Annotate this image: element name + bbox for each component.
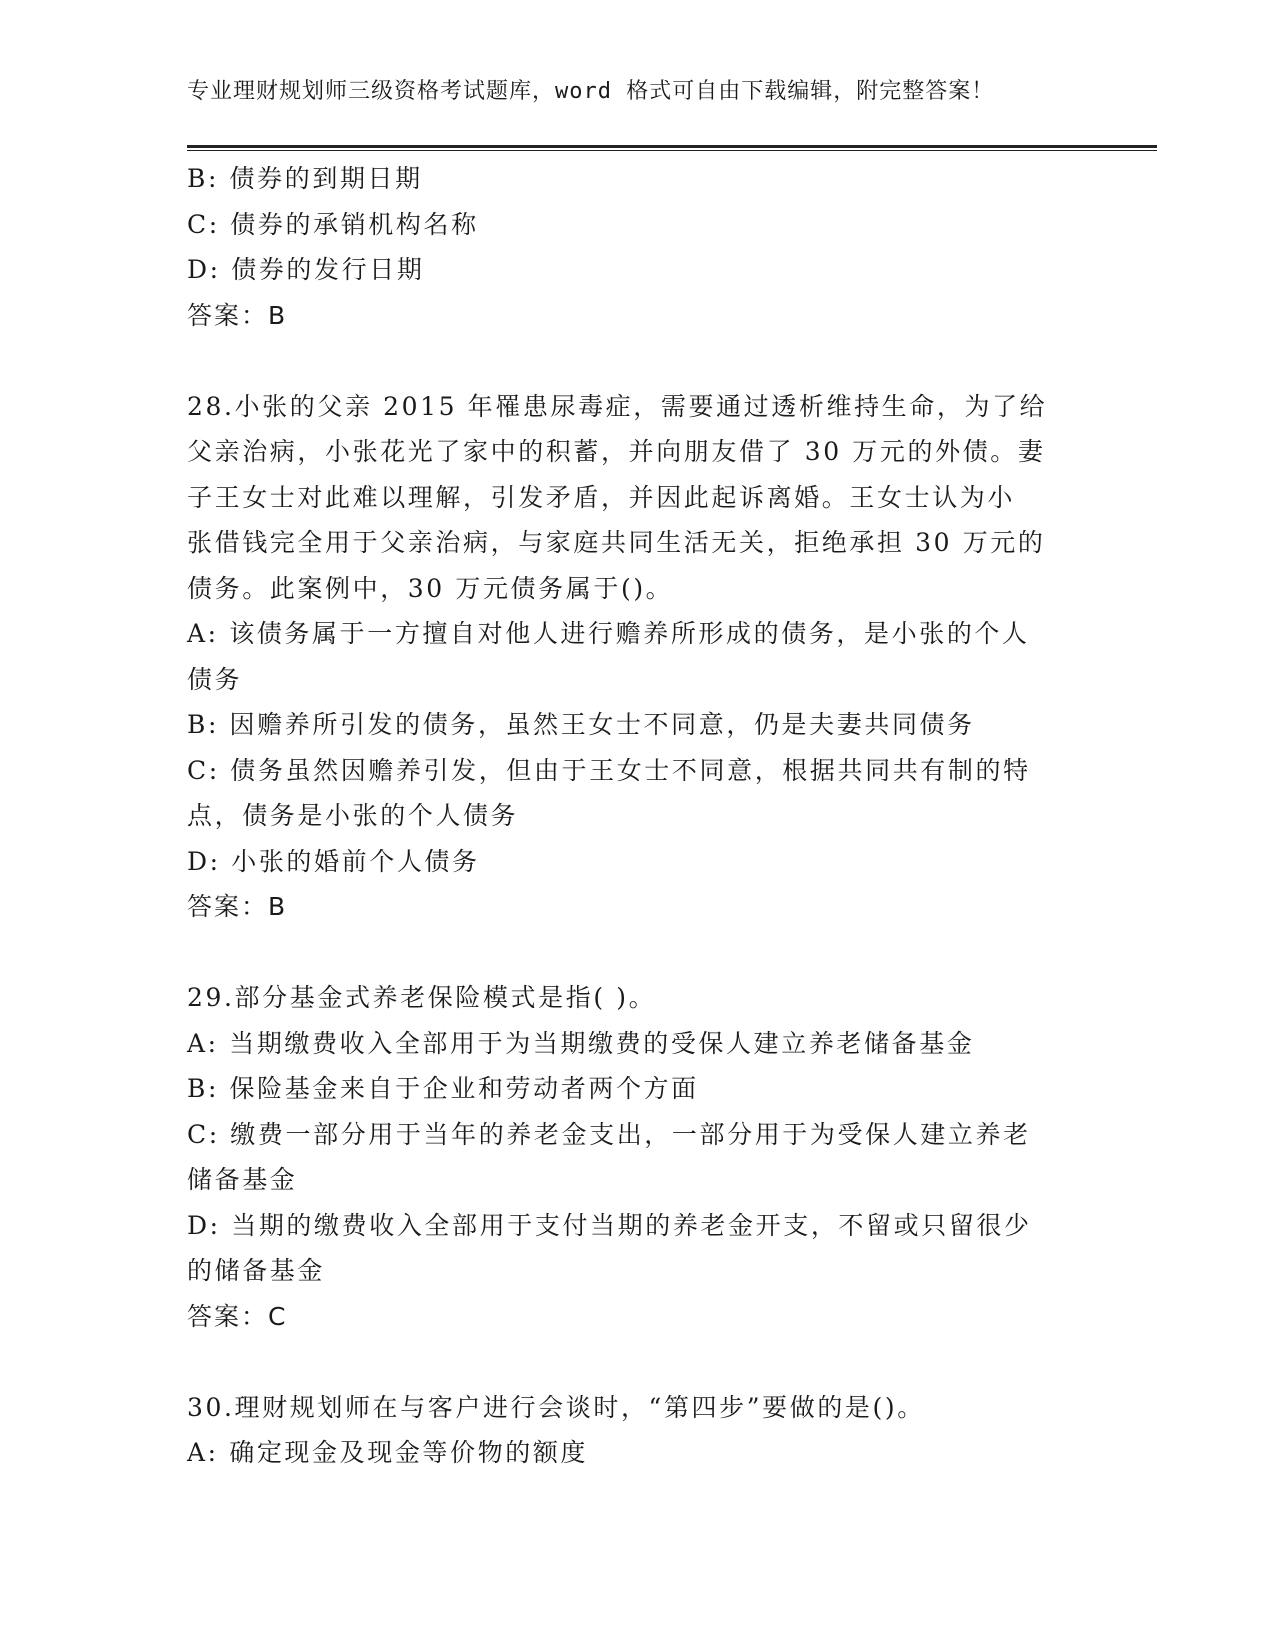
option-d: D: 当期的缴费收入全部用于支付当期的养老金开支，不留或只留很少: [187, 1210, 1032, 1240]
option-c: C: 债务虽然因赡养引发，但由于王女士不同意，根据共同共有制的特: [187, 755, 1031, 785]
option-a: A: 该债务属于一方擅自对他人进行赡养所形成的债务，是小张的个人: [187, 619, 1030, 648]
question-stem-line: 28.小张的父亲 2015 年罹患尿毒症，需要通过透析维持生命，为了给: [187, 391, 1048, 421]
question-stem-line: 30.理财规划师在与客户进行会谈时，“第四步”要做的是()。: [187, 1392, 925, 1422]
spacer: [187, 338, 1087, 384]
option-d-continued: 的储备基金: [187, 1256, 326, 1285]
option-c: C: 缴费一部分用于当年的养老金支出，一部分用于为受保人建立养老: [187, 1119, 1031, 1149]
option-b: B: 保险基金来自于企业和劳动者两个方面: [187, 1074, 699, 1103]
question-stem-line: 张借钱完全用于父亲治病，与家庭共同生活无关，拒绝承担 30 万元的: [187, 528, 1046, 557]
header-divider: [187, 145, 1157, 148]
question-28: [187, 384, 1087, 930]
answer-line: 答案：B: [187, 300, 288, 330]
option-a: A: 当期缴费收入全部用于为当期缴费的受保人建立养老储备基金: [187, 1028, 975, 1058]
question-stem-line: 债务。此案例中，30 万元债务属于()。: [187, 573, 674, 603]
option-d: D: 小张的婚前个人债务: [187, 846, 480, 876]
question-stem-line: 29.部分基金式养老保险模式是指( )。: [187, 983, 657, 1012]
option-a-continued: 债务: [187, 664, 243, 694]
question-27-continued: [187, 156, 1087, 338]
spacer: [187, 1339, 1087, 1385]
option-c: C: 债券的承销机构名称: [187, 209, 479, 239]
option-c-continued: 储备基金: [187, 1165, 298, 1194]
option-c-continued: 点，债务是小张的个人债务: [187, 801, 519, 830]
option-b: B: 债券的到期日期: [187, 164, 423, 193]
answer-line: 答案：B: [187, 892, 288, 921]
option-b: B: 因赡养所引发的债务，虽然王女士不同意，仍是夫妻共同债务: [187, 710, 975, 739]
option-a: A: 确定现金及现金等价物的额度: [187, 1438, 589, 1467]
answer-line: 答案：C: [187, 1301, 288, 1331]
header-divider-thin: [187, 150, 1157, 151]
document-body: [187, 156, 1087, 1476]
question-stem-line: 父亲治病，小张花光了家中的积蓄，并向朋友借了 30 万元的外债。妻: [187, 437, 1046, 466]
page-header: 专业理财规划师三级资格考试题库，word 格式可自由下载编辑，附完整答案！: [187, 79, 995, 104]
question-29: [187, 975, 1087, 1339]
option-d: D: 债券的发行日期: [187, 255, 425, 284]
spacer: [187, 930, 1087, 976]
question-30: [187, 1385, 1087, 1476]
question-stem-line: 子王女士对此难以理解，引发矛盾，并因此起诉离婚。王女士认为小: [187, 482, 1016, 512]
